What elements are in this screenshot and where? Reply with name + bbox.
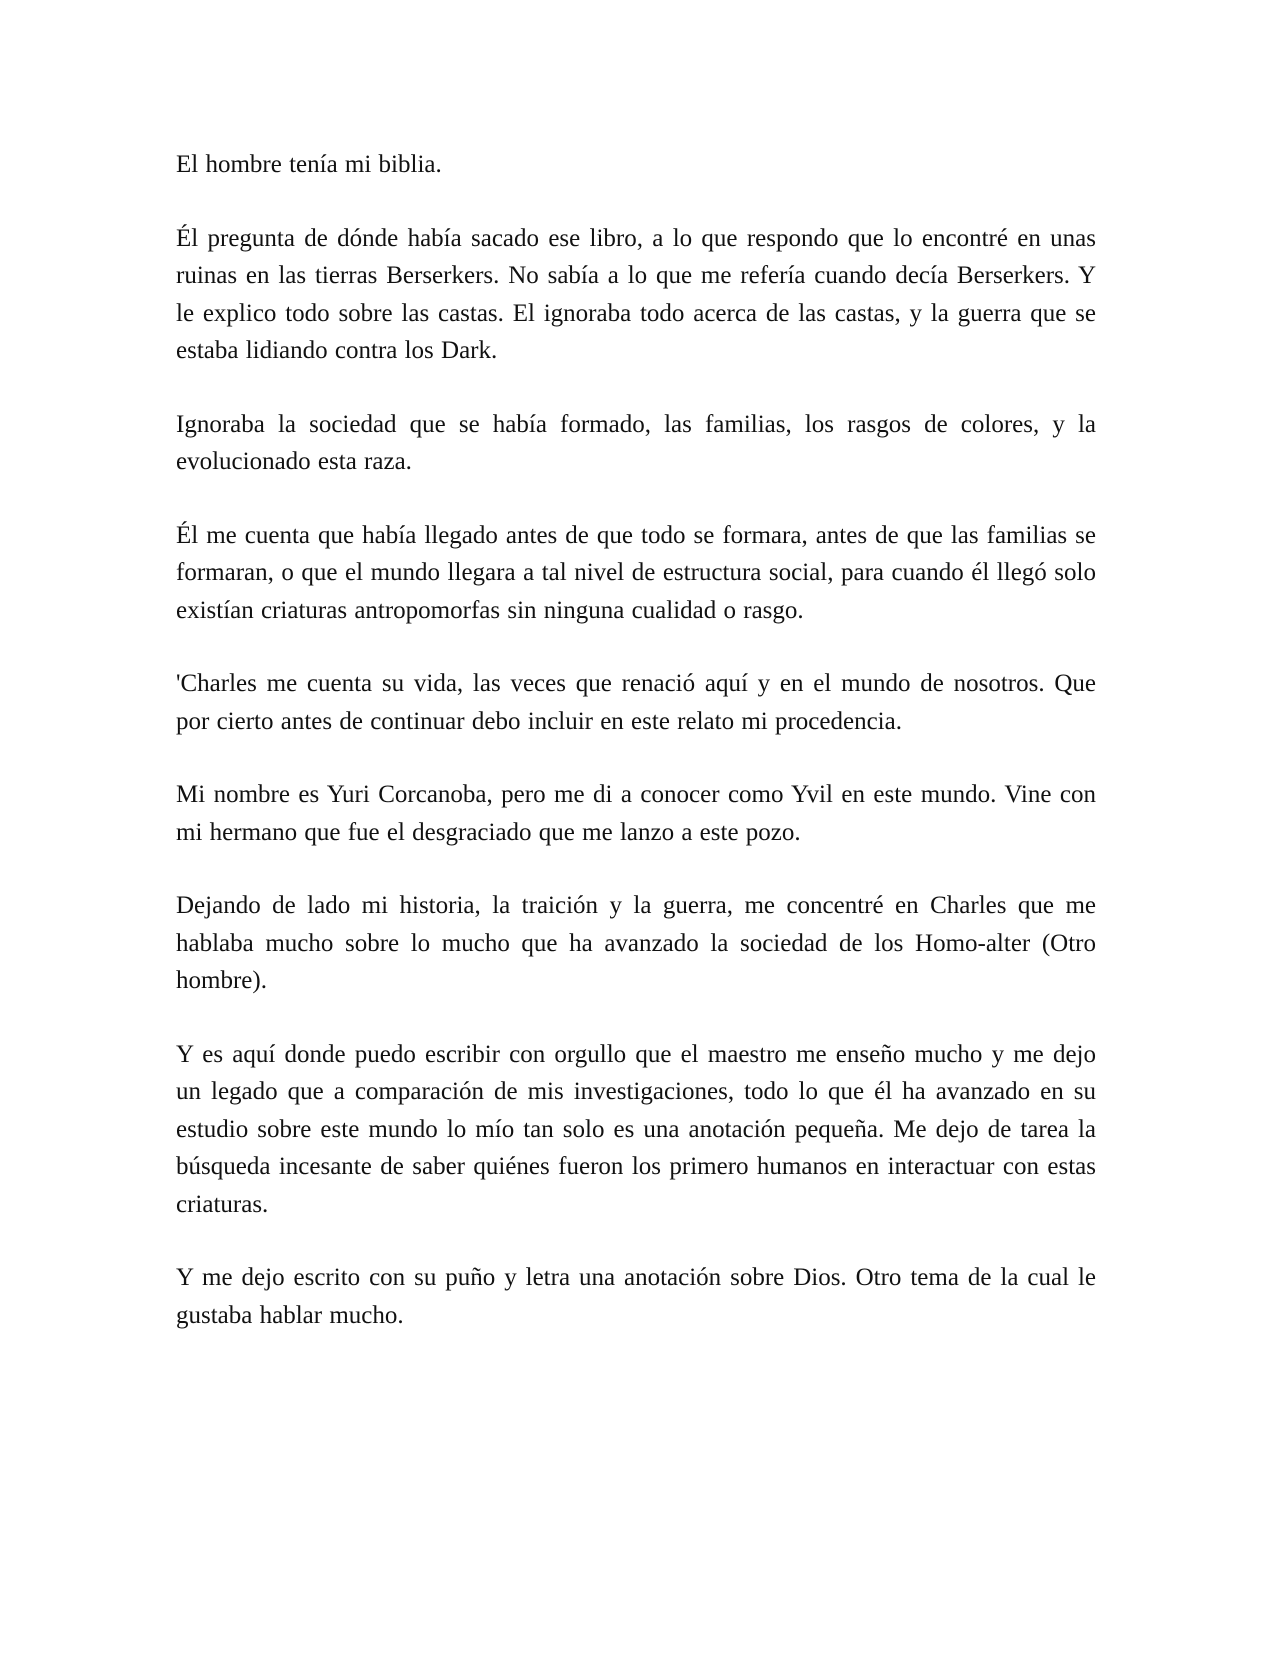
paragraph-8: Y es aquí donde puedo escribir con orgullo que el maestro me enseño mucho y me dejo un legado que a comparación de mis investigaciones, todo lo que él ha avanzado en su estudio sobre este mundo lo mío tan solo es una anotación pequeña. Me dejo de tarea la búsqueda incesante de saber quiénes fueron los primero humanos en interactuar con estas criaturas. [176,1040,1096,1218]
paragraph-1: El hombre tenía mi biblia. [176,151,442,178]
paragraph-6: Mi nombre es Yuri Corcanoba, pero me di a conocer como Yvil en este mundo. Vine con mi hermano que fue el desgraciado que me lanzo a este pozo. [176,781,1096,846]
paragraph-4: Él me cuenta que había llegado antes de que todo se formara, antes de que las familias se formaran, o que el mundo llegara a tal nivel de estructura social, para cuando él llegó solo existían criaturas antropomorfas sin ninguna cualidad o rasgo. [176,521,1096,624]
paragraph-7: Dejando de lado mi historia, la traición y la guerra, me concentré en Charles que me hablaba mucho sobre lo mucho que ha avanzado la sociedad de los Homo-alter (Otro hombre). [176,892,1096,994]
paragraph-9: Y me dejo escrito con su puño y letra una anotación sobre Dios. Otro tema de la cual le gustaba hablar mucho. [176,1264,1096,1329]
paragraph-2: Él pregunta de dónde había sacado ese libro, a lo que respondo que lo encontré en unas ruinas en las tierras Berserkers. No sabía a lo que me refería cuando decía Berserkers. Y le explico todo sobre las castas. El ignoraba todo acerca de las castas, y la guerra que se estaba lidiando contra los Dark. [176,224,1096,364]
paragraph-3: Ignoraba la sociedad que se había formado, las familias, los rasgos de colores, y la evolucionado esta raza. [176,410,1096,475]
document-page [176,146,1096,1370]
paragraph-5: 'Charles me cuenta su vida, las veces que renació aquí y en el mundo de nosotros. Que por cierto antes de continuar debo incluir en este relato mi procedencia. [176,670,1096,735]
